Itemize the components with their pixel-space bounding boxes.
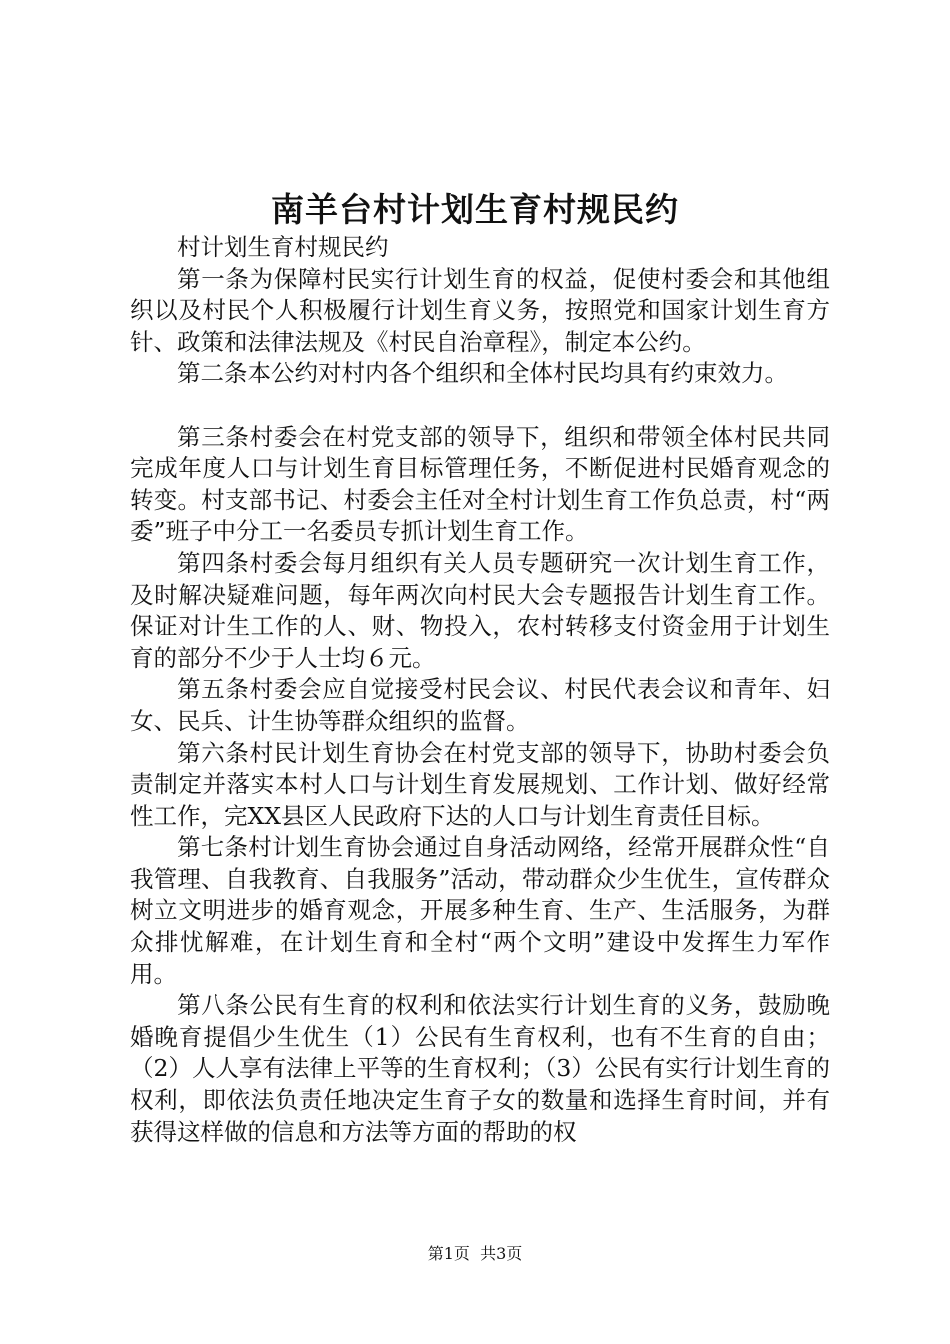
paragraph-article-6: 第六条村民计划生育协会在村党支部的领导下，协助村委会负责制定并落实本村人口与计划生育发展规划、工作计划、做好经常性工作，完XX县区人民政府下达的人口与计划生育责任目标。 (130, 738, 830, 830)
paragraph-article-3: 第三条村委会在村党支部的领导下，组织和带领全体村民共同完成年度人口与计划生育目标管理任务，不断促进村民婚育观念的转变。村支部书记、村委会主任对全村计划生育工作负总责，村“两委”班子中分工一名委员专抓计划生育工作。 (130, 422, 830, 546)
document-title: 南羊台村计划生育村规民约 (271, 190, 679, 229)
paragraph-article-2: 第二条本公约对村内各个组织和全体村民均具有约束效力。 (177, 359, 788, 388)
paragraph-article-7: 第七条村计划生育协会通过自身活动网络，经常开展群众性“自我管理、自我教育、自我服务”活动，带动群众少生优生，宣传群众树立文明进步的婚育观念，开展多种生育、生产、生活服务，为群众排忧解难，在计划生育和全村“两个文明”建设中发挥生力军作用。 (130, 833, 830, 988)
paragraph-subtitle: 村计划生育村规民约 (177, 233, 389, 261)
page-number: 第1页 (427, 1244, 470, 1263)
paragraph-article-1: 第一条为保障村民实行计划生育的权益，促使村委会和其他组织以及村民个人积极履行计划生育义务，按照党和国家计划生育方针、政策和法律法规及《村民自治章程》，制定本公约。 (130, 264, 830, 356)
document-body (130, 232, 830, 1148)
paragraph-article-5: 第五条村委会应自觉接受村民会议、村民代表会议和青年、妇女、民兵、计生协等群众组织的监督。 (130, 675, 830, 735)
page-footer (0, 1244, 950, 1264)
page-total: 共3页 (480, 1244, 523, 1263)
paragraph-article-4: 第四条村委会每月组织有关人员专题研究一次计划生育工作，及时解决疑难问题，每年两次向村民大会专题报告计划生育工作。保证对计生工作的人、财、物投入，农村转移支付资金用于计划生育的部分不少于人士均６元。 (130, 548, 830, 672)
paragraph-article-8: 第八条公民有生育的权利和依法实行计划生育的义务，鼓励晚婚晚育提倡少生优生（1）公民有生育权利，也有不生育的自由；（2）人人享有法律上平等的生育权利；（3）公民有实行计划生育的权利，即依法负责任地决定生育子女的数量和选择生育时间，并有获得这样做的信息和方法等方面的帮助的权 (130, 991, 830, 1146)
